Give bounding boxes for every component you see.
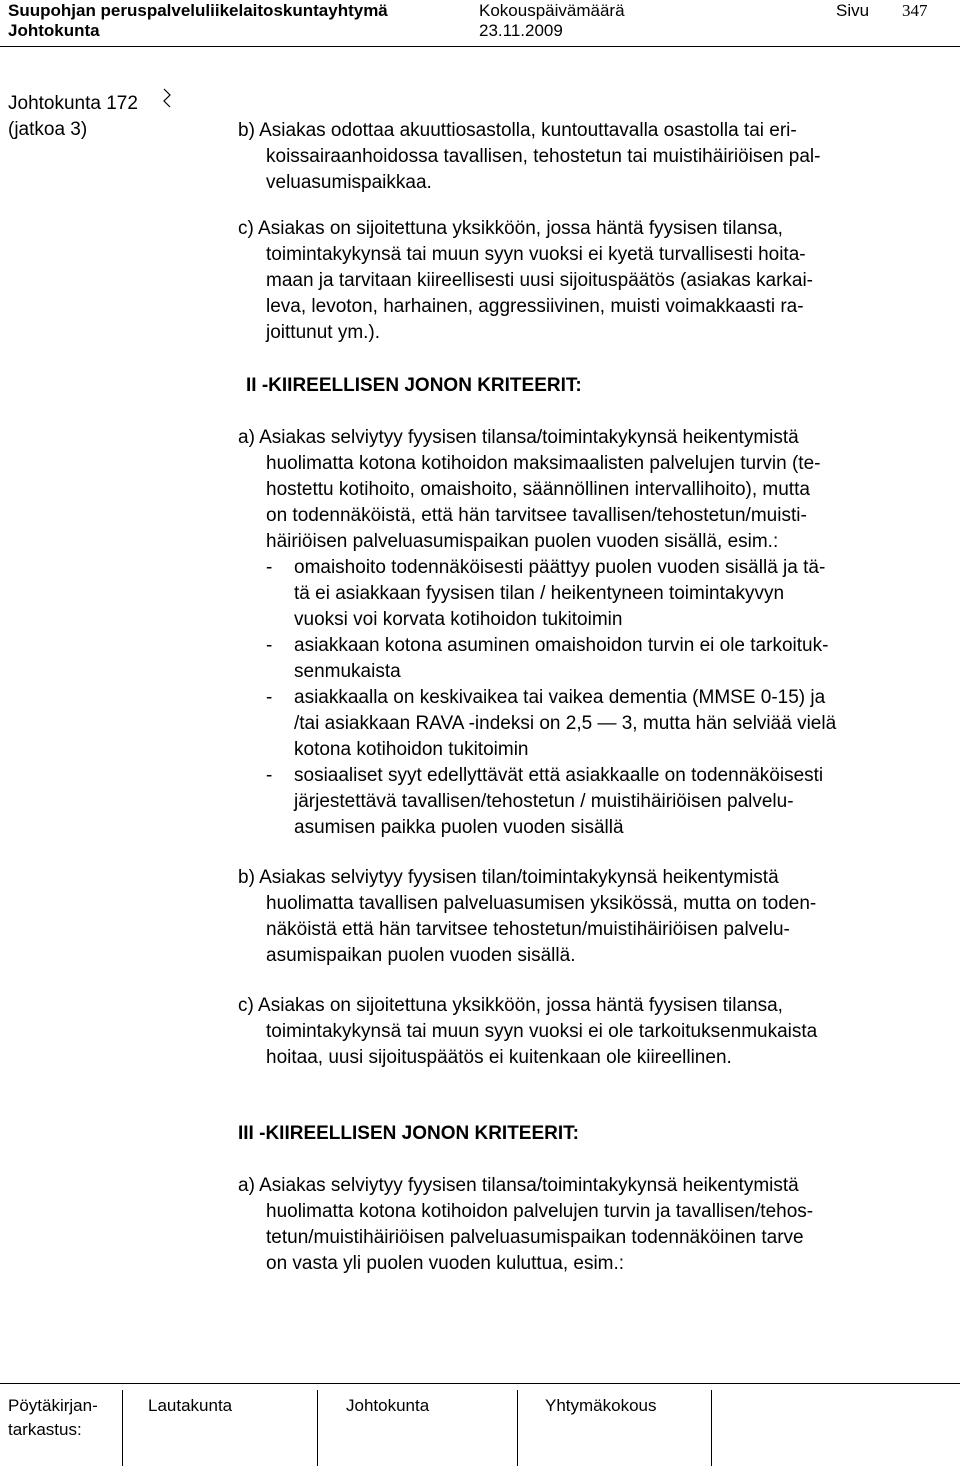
header-page-label: Sivu [836,1,870,20]
text-line: toimintakykynsä tai muun syyn vuoksi ei kyetä turvallisesti hoita- [266,244,806,265]
text-line: huolimatta kotona kotihoidon maksimaalisten palvelujen turvin (te- [266,453,821,474]
list-item-text: vuoksi voi korvata kotihoidon tukitoimin [294,609,623,630]
text-line: veluasumispaikkaa. [266,172,432,193]
list-item-text: senmukaista [294,661,401,682]
text-line: b) Asiakas odottaa akuuttiosastolla, kuntouttavalla osastolla tai eri- [238,120,797,141]
list-item-text: asiakkaalla on keskivaikea tai vaikea dementia (MMSE 0-15) ja [294,687,826,708]
text-line: a) Asiakas selviytyy fyysisen tilansa/toimintakykynsä heikentymistä [238,427,799,448]
list-item-text: asumisen paikka puolen vuoden sisällä [294,817,624,838]
text-line: koissairaanhoidossa tavallisen, tehostetun tai muistihäiriöisen pal- [266,146,821,167]
text-line: c) Asiakas on sijoitettuna yksikköön, jossa häntä fyysisen tilansa, [238,995,783,1016]
text-line: on todennäköistä, että hän tarvitsee tavallisen/tehostetun/muisti- [266,505,807,526]
text-line: häiriöisen palveluasumispaikan puolen vuoden sisällä, esim.: [266,531,779,552]
text-line: tetun/muistihäiriöisen palveluasumispaikan todennäköinen tarve [266,1227,804,1248]
header-organization: Suupohjan peruspalveluliikelaitoskuntayhtymä [8,1,388,20]
list-item-text: omaishoito todennäköisesti päättyy puolen vuoden sisällä ja tä- [294,557,826,578]
text-line: maan ja tarvitaan kiireellisesti uusi sijoituspäätös (asiakas karkai- [266,270,814,291]
header-page-number: 347 [902,1,928,20]
text-line: leva, levoton, harhainen, aggressiivinen, muisti voimakkaasti ra- [266,296,804,317]
text-line: a) Asiakas selviytyy fyysisen tilansa/toimintakykynsä heikentymistä [238,1175,799,1196]
signature-divider [122,1390,123,1466]
footer-joint-meeting: Yhtymäkokous [545,1396,657,1415]
list-item-text: tä ei asiakkaan fyysisen tilan / heikentyneen toimintakyvyn [294,583,785,604]
list-item-text: sosiaaliset syyt edellyttävät että asiakkaalle on todennäköisesti [294,765,824,786]
section-mark-icon [162,88,172,110]
signature-divider [317,1390,318,1466]
list-dash: - [266,557,273,578]
footer-board: Lautakunta [148,1396,233,1415]
header-rule [0,46,960,47]
footer-rule [0,1383,960,1384]
footer-check-label-2: tarkastus: [8,1420,82,1439]
text-line: joittunut ym.). [266,322,381,343]
text-line: b) Asiakas selviytyy fyysisen tilan/toimintakykynsä heikentymistä [238,867,779,888]
list-dash: - [266,635,273,656]
header-date: 23.11.2009 [479,21,563,40]
text-line: huolimatta kotona kotihoidon palvelujen turvin ja tavallisen/tehos- [266,1201,814,1222]
list-item-text: asiakkaan kotona asuminen omaishoidon turvin ei ole tarkoituk- [294,635,829,656]
section-heading-ii: II -KIIREELLISEN JONON KRITEERIT: [246,375,582,396]
section-title: Johtokunta 172 [8,93,138,114]
header-doc-type: Kokouspäivämäärä [479,1,625,20]
text-line: hoitaa, uusi sijoituspäätös ei kuitenkaan ole kiireellinen. [266,1047,732,1068]
section-heading-iii: III -KIIREELLISEN JONON KRITEERIT: [238,1123,579,1144]
signature-divider [517,1390,518,1466]
text-line: näköistä että hän tarvitsee tehostetun/muistihäiriöisen palvelu- [266,919,790,940]
text-line: toimintakykynsä tai muun syyn vuoksi ei ole tarkoituksenmukaista [266,1021,818,1042]
signature-divider [711,1390,712,1466]
list-item-text: /tai asiakkaan RAVA -indeksi on 2,5 — 3, mutta hän selviää vielä [294,713,837,734]
header-body: Johtokunta [8,21,100,40]
footer-check-label: Pöytäkirjan- [8,1396,98,1415]
footer-body: Johtokunta [346,1396,430,1415]
section-continuation: (jatkoa 3) [8,119,88,140]
text-line: huolimatta tavallisen palveluasumisen yksikössä, mutta on toden- [266,893,817,914]
text-line: c) Asiakas on sijoitettuna yksikköön, jossa häntä fyysisen tilansa, [238,218,783,239]
list-dash: - [266,765,273,786]
text-line: hostettu kotihoito, omaishoito, säännöllinen intervallihoito), mutta [266,479,810,500]
list-item-text: kotona kotihoidon tukitoimin [294,739,529,760]
list-dash: - [266,687,273,708]
text-line: on vasta yli puolen vuoden kuluttua, esim.: [266,1253,625,1274]
text-line: asumispaikan puolen vuoden sisällä. [266,945,576,966]
list-item-text: järjestettävä tavallisen/tehostetun / muistihäiriöisen palvelu- [294,791,794,812]
